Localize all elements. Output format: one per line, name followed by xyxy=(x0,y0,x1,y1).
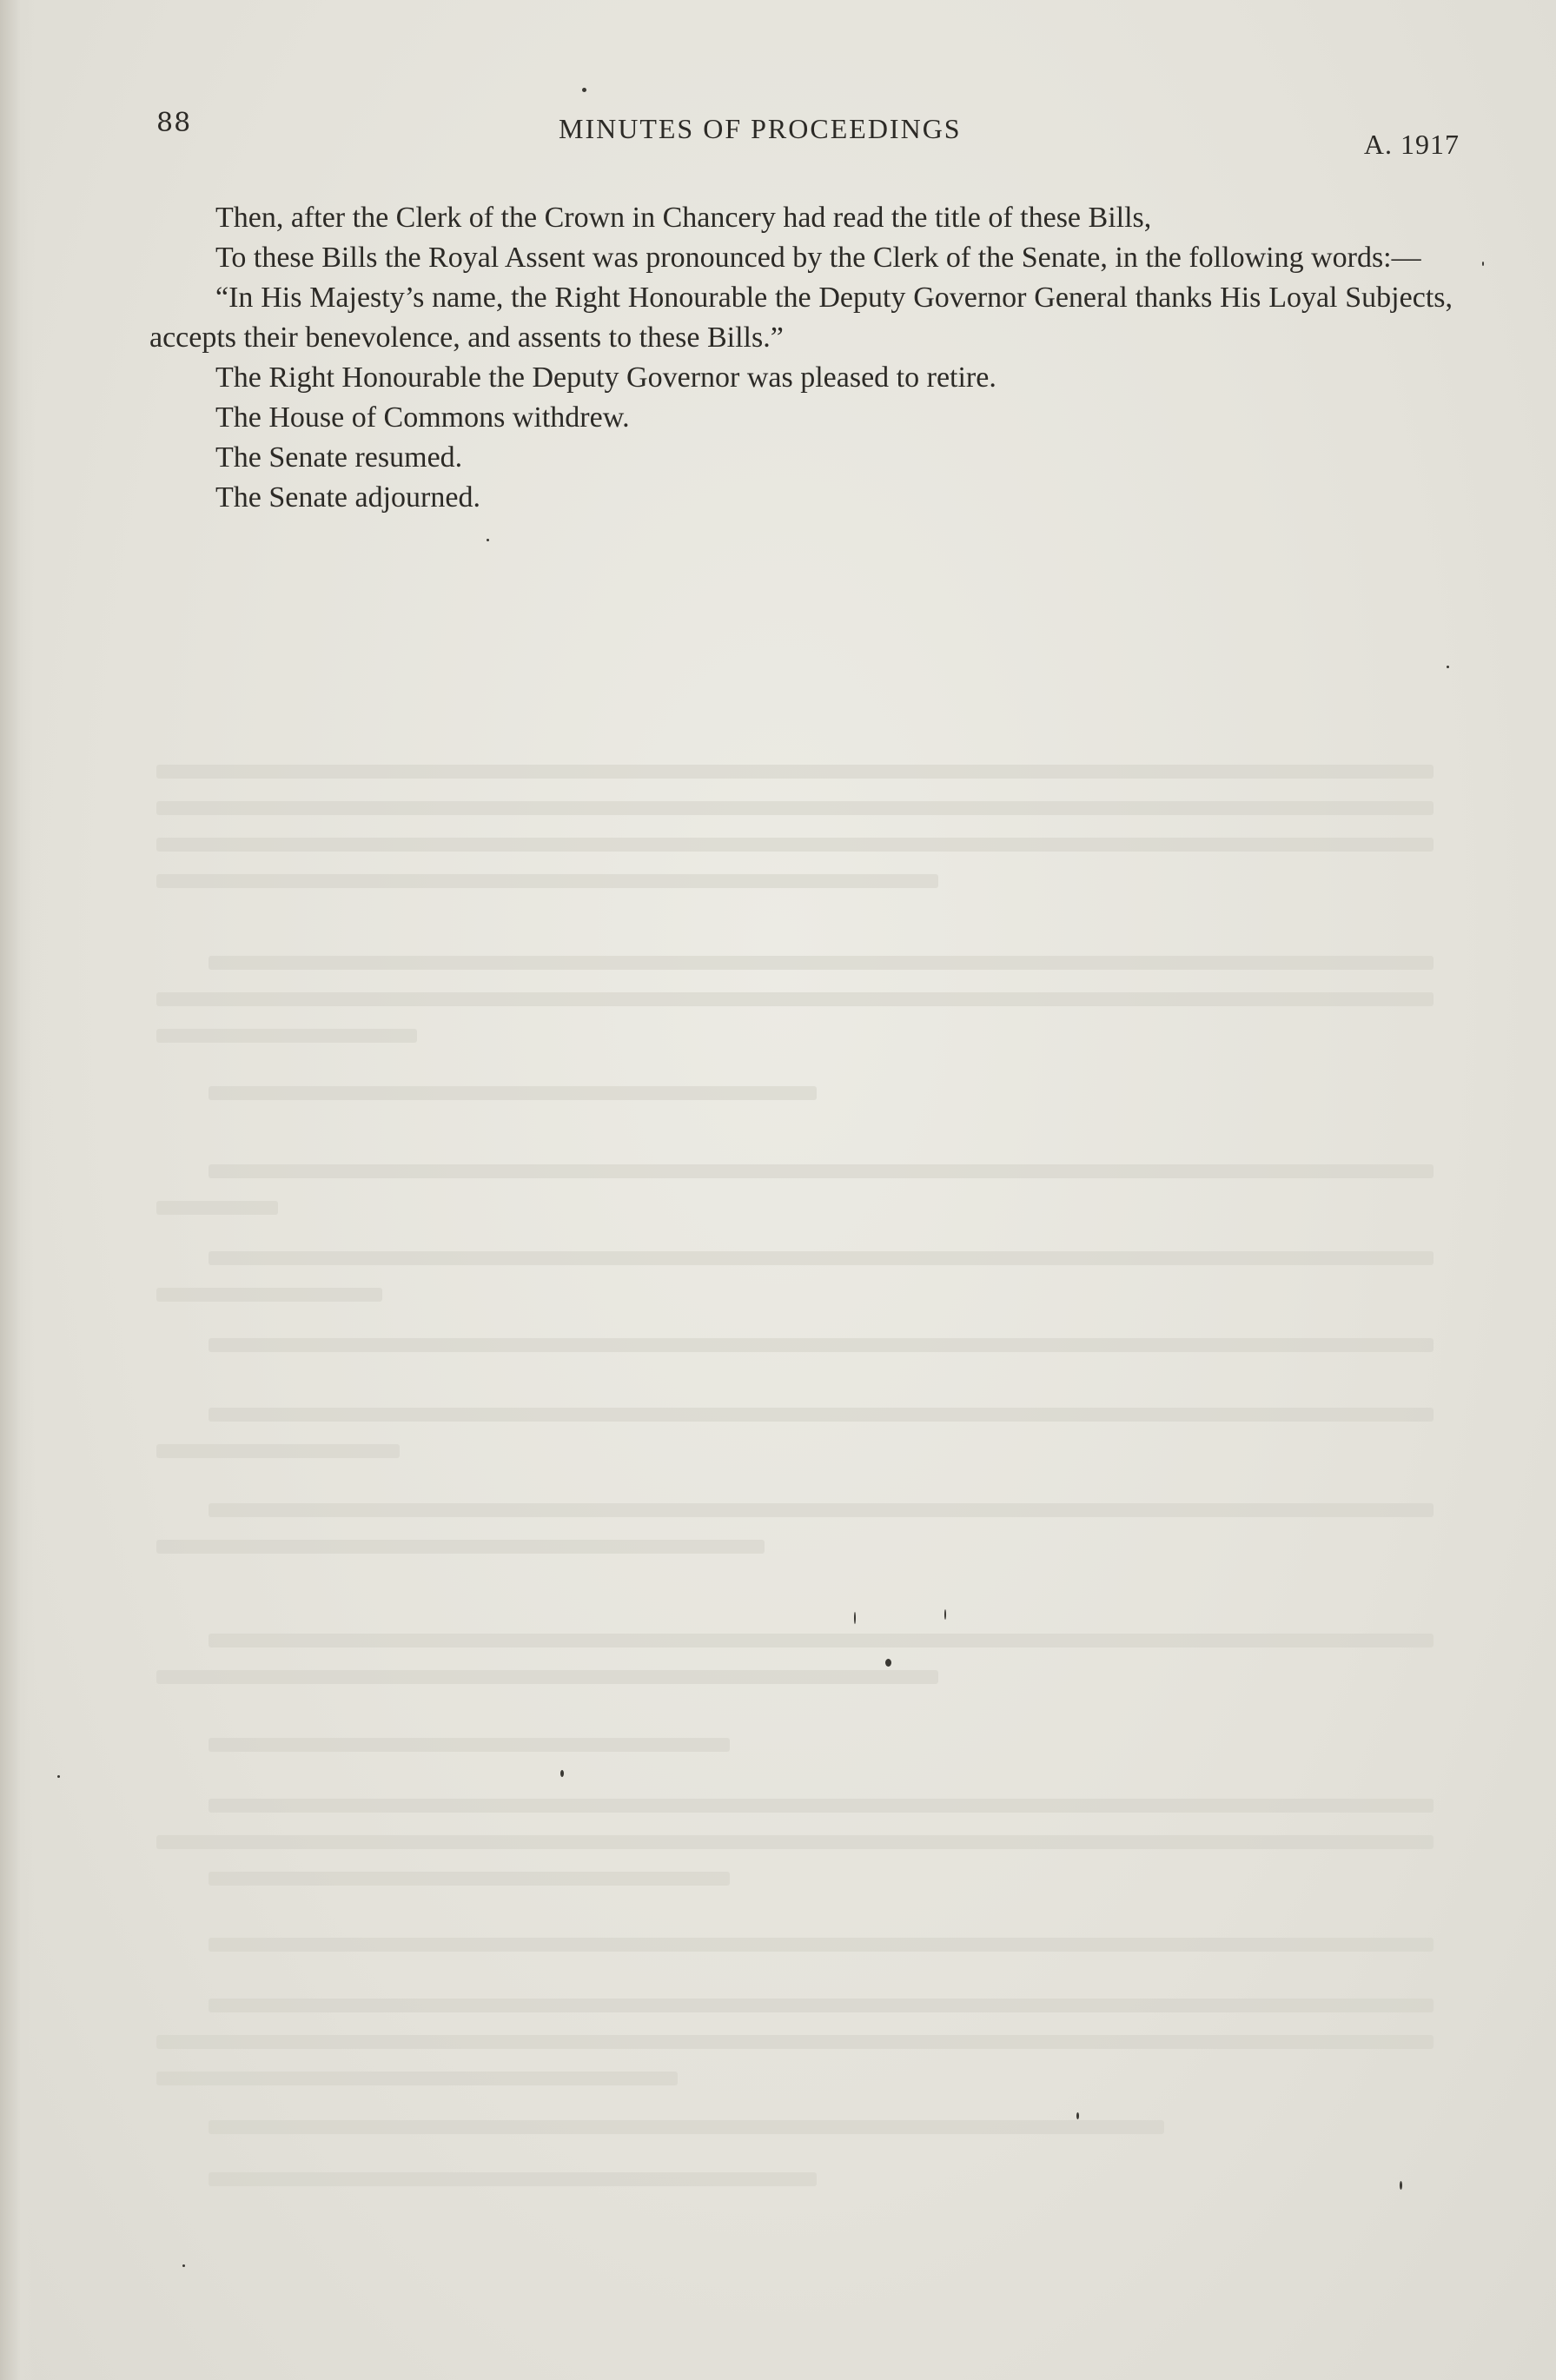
session-year: A. 1917 xyxy=(1363,129,1460,160)
paragraph-senate-resumed: The Senate resumed. xyxy=(215,441,463,474)
paragraph-assent-formula: “In His Majesty’s name, the Right Honourable the Deputy Governor General thanks His Loyal Subjects, accepts their benevolence, and assents to these Bills.” xyxy=(149,282,1453,354)
running-title: MINUTES OF PROCEEDINGS xyxy=(559,113,962,144)
paragraph-clerk-reads-titles: Then, after the Clerk of the Crown in Chancery had read the title of these Bills, xyxy=(215,202,1152,234)
page-number: 88 xyxy=(156,108,192,138)
paragraph-senate-adjourned: The Senate adjourned. xyxy=(215,481,480,514)
paragraph-commons-withdrew: The House of Commons withdrew. xyxy=(215,401,630,434)
proceedings-text xyxy=(149,198,1453,518)
paragraph-deputy-governor-retires: The Right Honourable the Deputy Governor was pleased to retire. xyxy=(215,361,997,394)
paragraph-royal-assent-pronounced: To these Bills the Royal Assent was pronounced by the Clerk of the Senate, in the following words:— xyxy=(215,242,1421,274)
page-header xyxy=(156,103,1460,163)
binding-gutter-shadow xyxy=(0,0,35,2380)
